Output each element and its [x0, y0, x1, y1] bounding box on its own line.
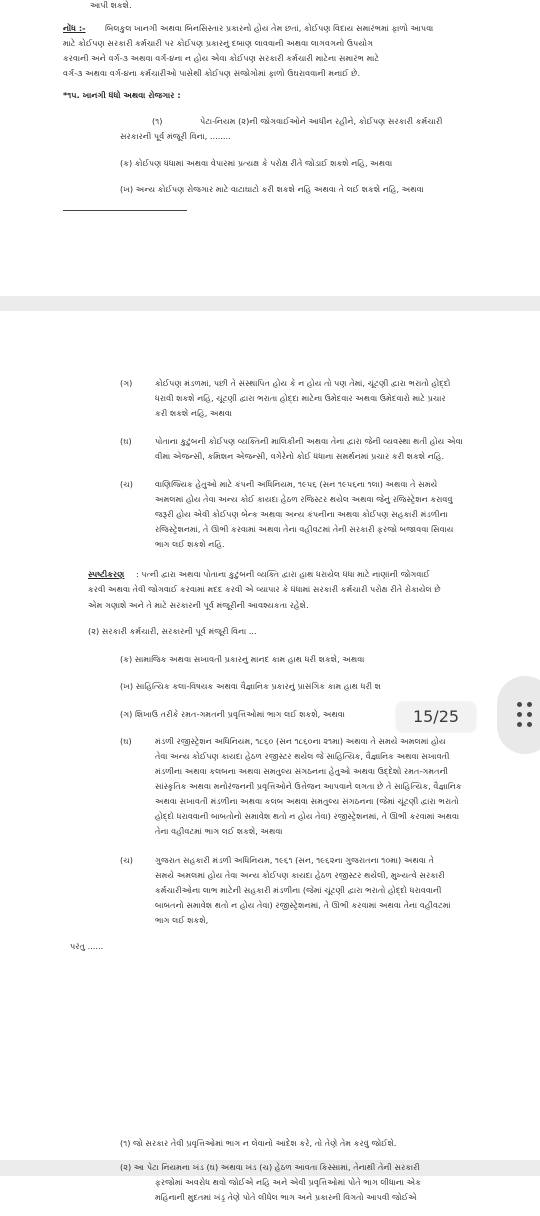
- grid-dots-icon: [517, 702, 537, 728]
- item-line: વીમા એજન્સી, કમિશન એજન્સી, વગેરેનો કોઈ ધંધાના સમર્થનમાં પ્રચાર કરી શકશે નહિ.: [155, 451, 445, 461]
- proviso-text: પરંતુ ......: [70, 941, 104, 951]
- explanation-line: કરવી અથવા તેવી જોગવાઈ કરવામાં મદદ કરવી એ વ્યાપાર કે ધંધામાં સરકારી કર્મચારી પરોક્ષ રીતે રોકાયેલ છે: [88, 584, 441, 594]
- item-line: કર્મચારીઓના લાભ માટેની સહકારી મંડળીના (જેમાં ચૂંટણી દ્વારા ભરાતો હોદ્દો ધરાવવાની: [155, 885, 442, 895]
- item-line: (ખ) સાહિત્યિક કલા-વિષયક અથવા વૈજ્ઞાનિક પ્રકારનું પ્રાસંગિક કામ હાથ ધરી શ: [120, 681, 381, 691]
- item-line: (ક) કોઈપણ ધંધામાં અથવા વેપારમાં પ્રત્યક્ષ કે પરોક્ષ રીતે જોડાઈ શકશે નહિ, અથવા: [120, 158, 393, 168]
- item-line: કરી શકશે નહિ, અથવા: [155, 408, 232, 418]
- note-line: બિલકુલ ખાનગી અથવા બિનસિસ્તાર પ્રકારનો હોય તેમ છતાં, કોઈપણ વિદાય સમારંભમાં ફાળો આપવા: [105, 23, 434, 33]
- document-page-14: [0, 0, 540, 296]
- explanation-line: : પત્ની દ્વારા અથવા પોતાના કુટુંબની વ્યક્તિ દ્વારા હાથ ધરાયેલ ધંધા માટે નાણાંની જોગવાઈ: [136, 569, 430, 579]
- item-number: (ચ): [120, 855, 133, 865]
- document-page-16: [0, 1138, 540, 1216]
- item-line: બાબતનો સમાવેશ થતો ન હોય તેવા) રજીસ્ટ્રેશનમાં, તે ઊભી કરવામાં અથવા તેના વહીવટમાં: [155, 900, 451, 910]
- item-line: તેવા અન્ય કોઈપણ કાયદા હેઠળ રજીસ્ટર થયેલ જે સાહિત્યિક, વૈજ્ઞાનિક અથવા સખાવતી: [155, 751, 450, 761]
- item-line: (૧) જો સરકાર તેવી પ્રવૃત્તિઓમાં ભાગ ન લેવાનો આદેશ કરે, તો તેણે તેમ કરવું જોઈશે.: [120, 1138, 397, 1148]
- document-page-15: [0, 311, 540, 1160]
- item-line: ભાગ લઈ શકશે,: [155, 915, 209, 925]
- item-line: વાણિજ્યિક હેતુઓ માટે કંપની અધિનિયમ, ૧૯૫૬ (સન ૧૯૫૬ના ૧લા) અથવા તે સમયે: [155, 479, 438, 489]
- item-line: તેના વહીવટમાં ભાગ લઈ શકશે, અથવા: [155, 826, 283, 836]
- page-navigation-handle[interactable]: [497, 676, 540, 754]
- item-line: ગુજરાત સહકારી મંડળી અધિનિયમ, ૧૯૬૧ (સન, ૧૯૬૨ના ગુજરાતના ૧૦મા) અથવા તે: [155, 855, 434, 865]
- note-line: વર્ગ-૩ અથવા વર્ગ-૪ના કર્મચારીઓ પાસેથી કોઈપણ સંજોગોમાં ફાળો ઉઘરાવવાની મનાઈ છે.: [63, 68, 361, 78]
- item-line: ફરજોમાં અવરોધ થવો જોઈએ નહિ અને એવી પ્રવૃત્તિઓમાં પોતે ભાગ લીધાના એક: [155, 1177, 422, 1187]
- item-line: કોઈપણ મંડળમાં, પછી તે સંસ્થાપિત હોય કે ન હોય તો પણ તેમાં, ચૂંટણી દ્વારા ભરાતો હોદ્દો: [155, 378, 451, 388]
- note-line: કરવાની અને વર્ગ-૩ અથવા વર્ગ-૪ના ન હોય એવા કોઈપણ સરકારી કર્મચારી માટેના સમારંભ માટે: [63, 53, 380, 63]
- item-number: (ગ): [120, 378, 133, 388]
- footnote-separator: [63, 210, 187, 211]
- item-line: અથવા સખાવતી મંડળીના અથવા કલબ અથવા સમતુલ્ય સંગઠનના (જેમાં ચૂંટણી દ્વારા ભરાતો: [155, 796, 459, 806]
- note-label: નોંધ :-: [63, 23, 86, 33]
- text-line: આપી શકશે.: [90, 0, 132, 10]
- item-line: મંડળીના અથવા કલબના અથવા સમતુલ્ય સંગઠનના હેતુઓ અથવા ઉદ્દેશો રમત-ગમતની: [155, 766, 449, 776]
- item-line: સરકારની પૂર્વ મંજૂરી વિના, ........: [120, 131, 231, 141]
- note-line: માટે કોઈપણ સરકારી કર્મચારી પર કોઈપણ પ્રકારનું દબાણ લાવવાની અથવા લાગવગનો ઉપયોગ: [63, 38, 374, 48]
- item-number: (૧): [152, 116, 163, 126]
- item-line: (૨) આ પેટા નિયમના ખંડ (ઘ) અથવા ખંડ (ચ) હેઠળ આવતા કિસ્સામાં, તેનાથી તેની સરકારી: [120, 1162, 420, 1172]
- item-line: (ક) સામાજિક અથવા સખાવતી પ્રકારનું માનદ કામ હાથ ધરી શકશે, અથવા: [120, 654, 365, 664]
- page-counter: 15/25: [396, 702, 476, 732]
- item-line: સમયે અમલમાં હોય તેવા અન્ય કોઈપણ કાયદા હેઠળ રજીસ્ટર થયેલી, મુખ્યત્વે સરકારી: [155, 870, 445, 880]
- item-line: રજિસ્ટ્રેશનમાં, તે ઊભી કરવામાં અથવા તેના વહીવટમાં તેની સરકારી ફરજો બજાવવા સિવાય: [155, 524, 454, 534]
- section-heading: *૧૫. ખાનગી ધંધો અથવા રોજગાર :: [63, 90, 181, 100]
- item-line: પેટા-નિયમ (૨)ની જોગવાઈઓને આધીન રહીને, કોઈપણ સરકારી કર્મચારી: [200, 116, 443, 126]
- item-line: પોતાના કુટુંબની કોઈપણ વ્યક્તિની માલિકીની અથવા તેના દ્વારા જેની વ્યવસ્થા થતી હોય એવા: [155, 436, 463, 446]
- explanation-label: સ્પષ્ટીકરણ: [88, 569, 125, 579]
- item-number: (ઘ): [120, 436, 132, 446]
- item-line: સાંસ્કૃતિક અથવા મનોરંજનની પ્રવૃત્તિઓને ઉત્તેજન આપવાને લગતા છે તે સાહિત્યિક, વૈજ્ઞાનિક: [155, 781, 462, 791]
- item-line: ધરાવી શકશે નહિ, ચૂંટણી દ્વારા ભરાતા હોદ્દા માટેના ઉમેદવાર અથવા ઉમેદવારો માટે પ્રચાર: [155, 393, 446, 403]
- item-line: અમલમાં હોય તેવા અન્ય કોઈ કાયદા હેઠળ રજિસ્ટર થયેલ અથવા જેનું રજિસ્ટ્રેશન કરાવવું: [155, 494, 453, 504]
- item-line: મંડળી રજીસ્ટ્રેશન અધિનિયમ, ૧૮૬૦ (સન ૧૮૬૦ના ૨૧મા) અથવા તે સમયે અમલમાં હોય: [155, 736, 446, 746]
- item-line: મહિનાની મુદતમાં ખંડ્ર તેણે પોતે લીધેલ ભાગ અને પ્રકારની વિગતો આપવી જોઈએ: [155, 1192, 417, 1202]
- item-line: ભાગ લઈ શકશે નહિ.: [155, 539, 225, 549]
- item-line: (ગ) શિખાઉ તરીકે રમત-ગમતની પ્રવૃત્તિઓમાં ભાગ લઈ શકશે, અથવા: [120, 709, 345, 719]
- item-line: હોદ્દો ધરાવવાની બાબતોનો સમાવેશ થતો ન હોય તેવા) રજીસ્ટ્રેશનમાં, તે ઊભી કરવામાં અથવા: [155, 811, 460, 821]
- item-number: (ચ): [120, 479, 133, 489]
- subrule-intro: (૨) સરકારી કર્મચારી, સરકારની પૂર્વ મંજૂરી વિના ...: [88, 626, 257, 636]
- item-line: (ખ) અન્ય કોઈપણ રોજગાર માટે વાટાઘાટો કરી શકશે નહિ અથવા તે લઈ શકશે નહિ, અથવા: [120, 184, 424, 194]
- item-number: (ઘ): [120, 736, 132, 746]
- explanation-line: એમ ગણાશે અને તે માટે સરકારની પૂર્વ મંજૂરીની આવશ્યકતા રહેશે.: [88, 600, 309, 610]
- item-line: જરૂરી હોય એવી કોઈપણ બેન્ક અથવા અન્ય કંપનીના અથવા કોઈપણ સહકારી મંડળીના: [155, 509, 448, 519]
